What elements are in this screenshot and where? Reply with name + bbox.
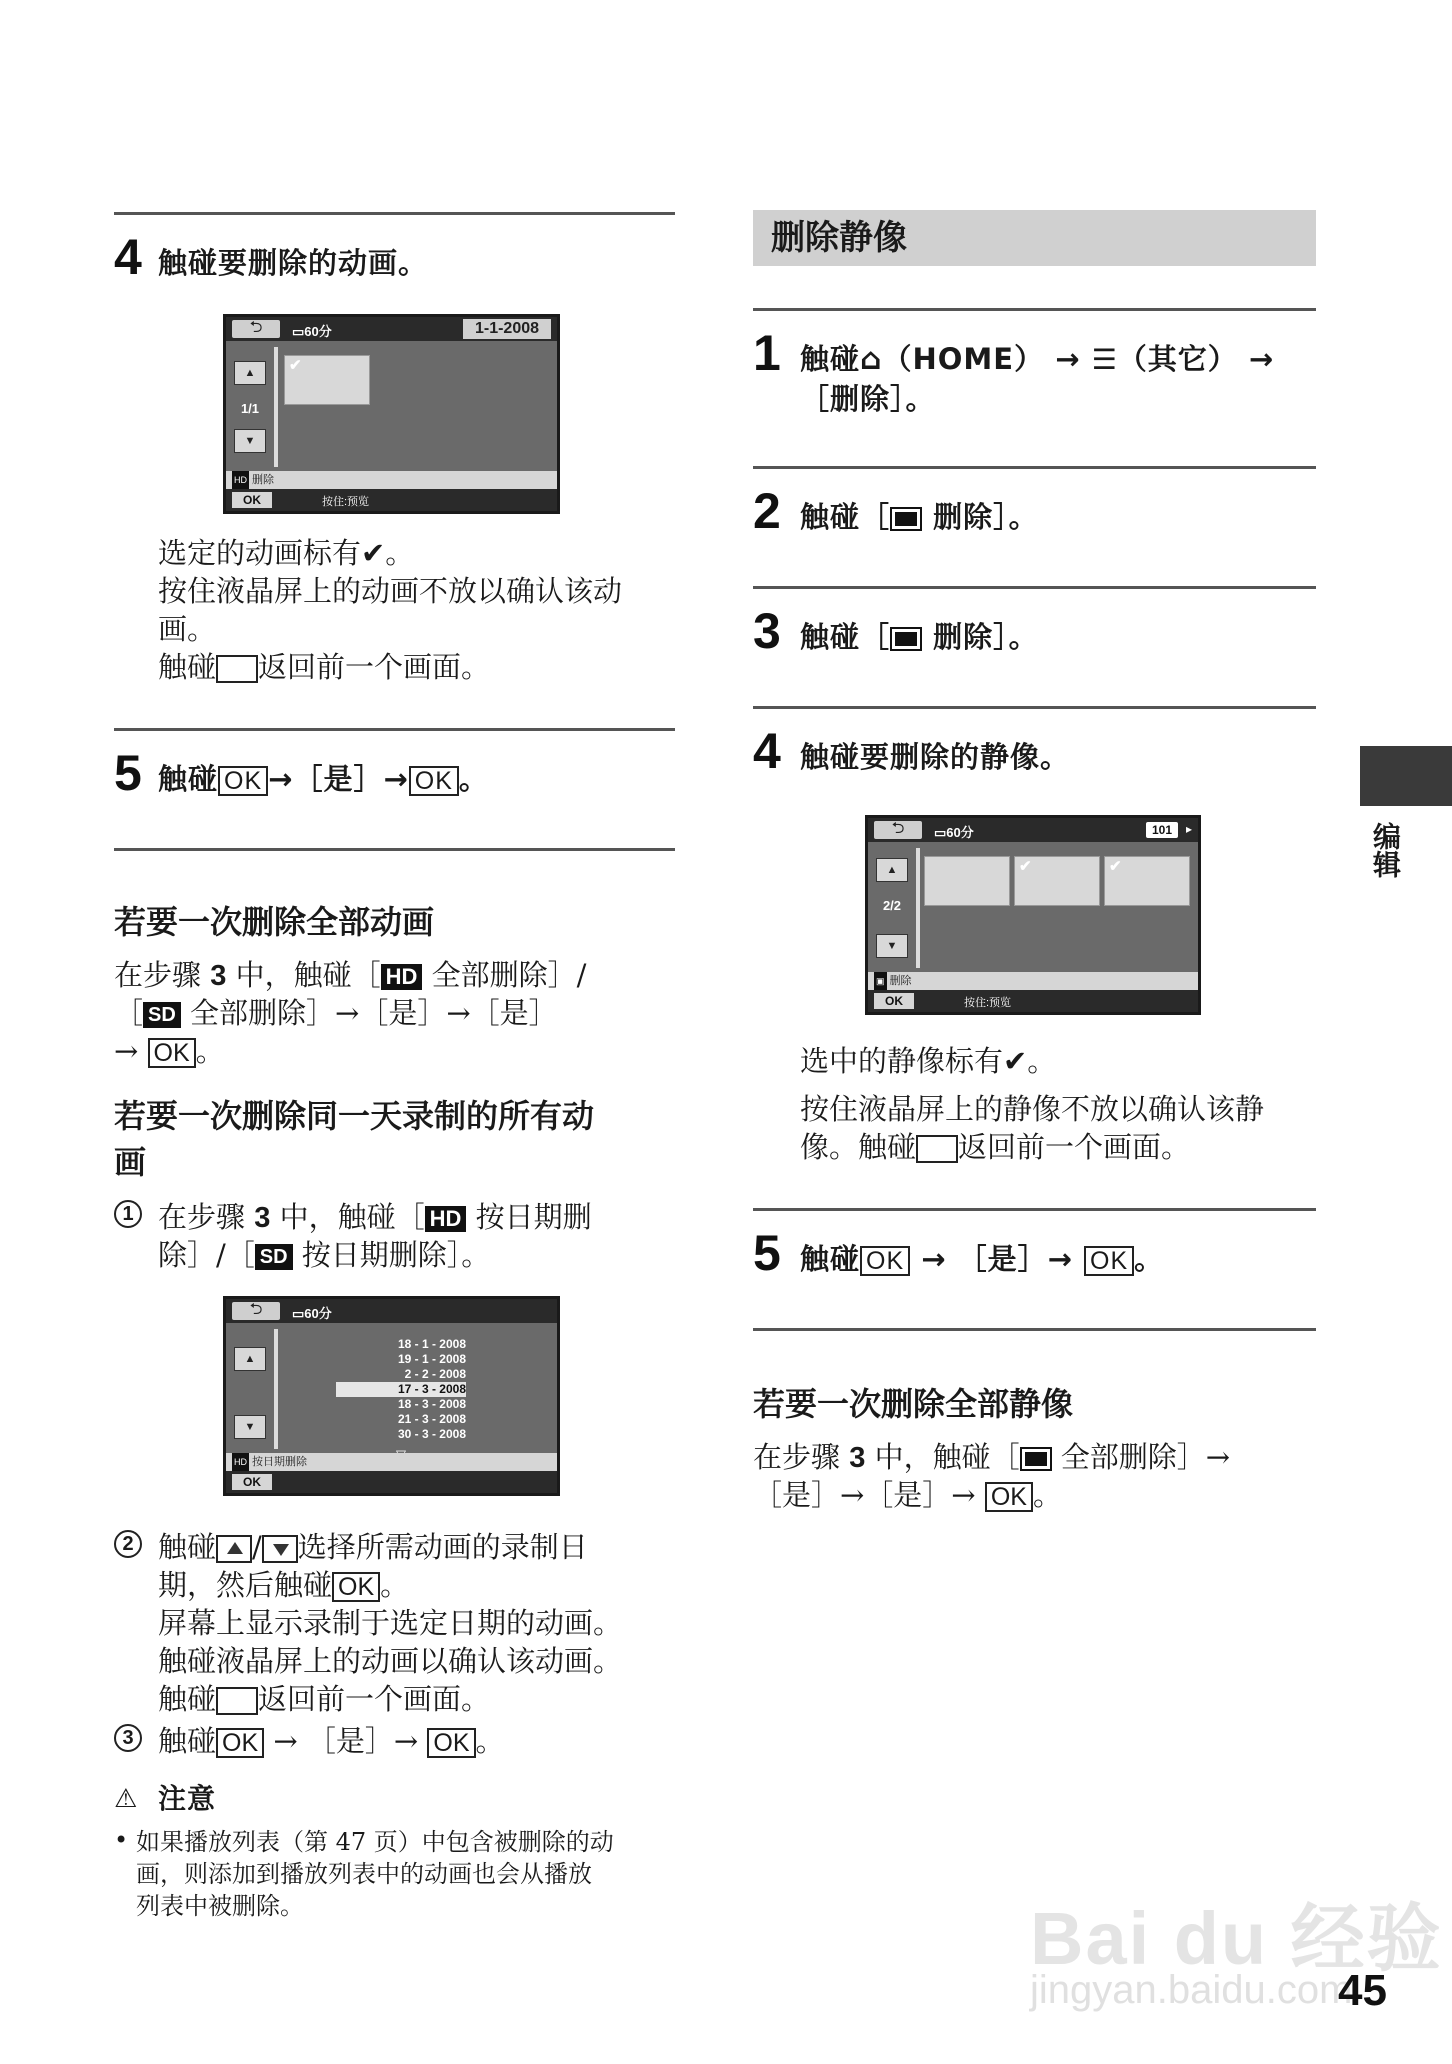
still-thumbnail[interactable] [1104,856,1190,906]
scrollbar[interactable] [274,1329,278,1449]
list-item: 触碰 返回前一个画面。 [158,1682,491,1716]
mode-label: HD 按日期删除 [226,1453,557,1471]
hint-text: 按住:预览 [964,997,1012,1009]
note-line: 选中的静像标有✔。 [800,1044,1057,1078]
return-icon[interactable]: ⮌ [874,821,922,839]
ok-key: OK [148,1038,196,1068]
divider [753,586,1316,589]
subheading: 若要一次删除全部静像 [753,1385,1074,1423]
step-text: ［删除］。 [800,382,936,416]
step-number: 5 [753,1225,781,1281]
date-item-selected[interactable]: 17 - 3 - 2008 [336,1382,466,1397]
section-title: 删除静像 [771,218,907,258]
note-line: 画，则添加到播放列表中的动画也会从播放 [136,1860,592,1888]
date-item[interactable]: 30 - 3 - 2008 [397,1427,466,1441]
watermark-logo: Bai du 经验 [1030,1897,1443,1980]
section-header [753,210,1316,266]
note-line: 画。 [158,612,217,646]
scroll-down-button[interactable]: ▼ [876,934,908,958]
list-item: 触碰液晶屏上的动画以确认该动画。 [158,1644,623,1678]
date-list [336,1337,466,1442]
check-icon: ✔ [289,357,302,374]
divider [753,308,1316,311]
step-text: 触碰要删除的动画。 [158,246,429,280]
scroll-up-button[interactable]: ▲ [876,858,908,882]
ok-key: OK [427,1728,475,1758]
step-text: 触碰 OK → ［是］→ OK 。 [800,1242,1165,1276]
subheading: 若要一次删除全部动画 [114,903,435,941]
sd-icon: SD [143,1002,181,1028]
divider [753,706,1316,709]
other-icon: ☰ [1091,343,1118,376]
still-image-icon [890,507,922,531]
return-icon[interactable]: ⮌ [232,320,280,338]
still-image-icon [890,627,922,651]
scroll-up-button[interactable]: ▲ [234,1347,266,1371]
note-line: 选定的动画标有✔。 [158,536,415,570]
caution-icon: ⚠ [114,1784,138,1814]
still-image-icon [1020,1447,1052,1471]
hd-icon: HD [425,1206,467,1232]
note-line: 列表中被删除。 [136,1892,304,1920]
still-thumbnail[interactable] [924,856,1010,906]
check-icon: ✔ [1019,858,1032,875]
next-icon: ▸ [1185,822,1192,836]
sd-icon: SD [255,1244,293,1270]
note-line: 触碰 返回前一个画面。 [158,650,491,684]
date-item[interactable]: 19 - 1 - 2008 [397,1352,466,1366]
date-item[interactable]: 18 - 3 - 2008 [397,1397,466,1411]
hint-text: 按住:预览 [322,496,370,508]
return-icon[interactable]: ⮌ [232,1302,280,1320]
lcd-screen-still-select [865,815,1201,1015]
still-thumbnail[interactable] [1014,856,1100,906]
list-item: 触碰 OK → ［是］→ OK 。 [158,1724,505,1758]
step-number: 2 [753,483,781,539]
check-icon: ✔ [1109,858,1122,875]
side-tab-label: 编辑 [1369,822,1402,878]
subheading: 画 [114,1143,147,1181]
step-number: 5 [114,745,142,801]
date-item[interactable]: 2 - 2 - 2008 [404,1367,466,1381]
hd-icon: HD [381,964,423,990]
list-item: 期，然后触碰 OK 。 [158,1568,410,1602]
ok-key: OK [860,1246,910,1276]
date-item[interactable]: 21 - 3 - 2008 [397,1412,466,1426]
scroll-down-button[interactable]: ▼ [234,429,266,453]
scrollbar[interactable] [274,347,278,467]
step-text: 触碰要删除的静像。 [800,740,1071,774]
note-line: 按住液晶屏上的动画不放以确认该动 [158,574,623,608]
divider [114,848,675,851]
note-title: 注意 [158,1782,217,1815]
battery-indicator: ▭60分 [934,825,974,840]
subheading: 若要一次删除同一天录制的所有动 [114,1097,595,1135]
scrollbar[interactable] [916,848,920,968]
step-number: 4 [753,723,781,779]
list-number: 3 [114,1724,142,1752]
scroll-down-button[interactable]: ▼ [234,1415,266,1439]
page-indicator: 2/2 [882,898,902,913]
paragraph-line: ［是］→［是］→ OK 。 [753,1478,1062,1512]
list-number: 2 [114,1530,142,1558]
divider [753,466,1316,469]
mode-label: ▣ 删除 [868,972,1198,990]
list-item: 除］/［ SD 按日期删除］。 [158,1238,491,1272]
page-number: 45 [1338,1966,1387,2015]
note-line: 如果播放列表（第 47 页）中包含被删除的动 [136,1828,614,1856]
movie-thumbnail[interactable] [284,355,370,405]
divider [753,1328,1316,1331]
up-arrow-icon [216,1535,252,1563]
note-line: 按住液晶屏上的静像不放以确认该静 [800,1092,1265,1126]
page-indicator: 1/1 [240,401,260,416]
paragraph-line: ［ SD 全部删除］→［是］→［是］ [114,996,558,1030]
ok-key: OK [332,1572,380,1602]
side-tab-marker [1360,746,1452,806]
bullet: • [114,1826,129,1854]
ok-key: OK [1084,1246,1134,1276]
mode-label: HD 删除 [226,471,557,489]
lcd-screen-date-select [223,1296,560,1496]
date-item[interactable]: 18 - 1 - 2008 [397,1337,466,1351]
step-text: 触碰［ 删除］。 [800,500,1039,534]
date-label: 1-1-2008 [463,319,551,339]
folder-icon: 101 [1146,822,1178,838]
divider [753,1208,1316,1211]
step-number: 3 [753,603,781,659]
list-item: 屏幕上显示录制于选定日期的动画。 [158,1606,623,1640]
step-text: 触碰 OK →［是］→ OK 。 [158,762,489,796]
lcd-screen-movie-select [223,314,560,514]
return-icon [916,1135,958,1163]
battery-indicator: ▭60分 [292,1306,332,1321]
down-arrow-icon [262,1535,298,1563]
ok-button[interactable]: OK [232,492,272,508]
step-text: 触碰［ 删除］。 [800,620,1039,654]
list-item: 触碰 / 选择所需动画的录制日 [158,1530,588,1564]
ok-button[interactable]: OK [232,1474,272,1490]
paragraph-line: 在步骤 3 中，触碰［ 全部删除］→ [753,1440,1231,1474]
home-icon: ⌂ [860,342,883,377]
divider [114,212,675,215]
ok-key: OK [409,766,459,796]
step-number: 4 [114,229,142,285]
watermark-url: jingyan.baidu.com [1030,1968,1353,2012]
list-item: 在步骤 3 中，触碰［ HD 按日期删 [158,1200,592,1234]
divider [114,728,675,731]
battery-indicator: ▭60分 [292,324,332,339]
list-number: 1 [114,1200,142,1228]
paragraph-line: → OK 。 [114,1034,225,1068]
ok-button[interactable]: OK [874,993,914,1009]
step-number: 1 [753,325,781,381]
return-icon [216,655,258,683]
ok-key: OK [218,766,268,796]
paragraph-line: 在步骤 3 中，触碰［ HD 全部删除］/ [114,958,587,992]
ok-key: OK [985,1482,1033,1512]
scroll-up-button[interactable]: ▲ [234,361,266,385]
ok-key: OK [216,1728,264,1758]
step-text: 触碰⌂（HOME） → ☰（其它） → [800,342,1275,377]
note-line: 像。触碰 返回前一个画面。 [800,1130,1191,1164]
return-icon [216,1687,258,1715]
